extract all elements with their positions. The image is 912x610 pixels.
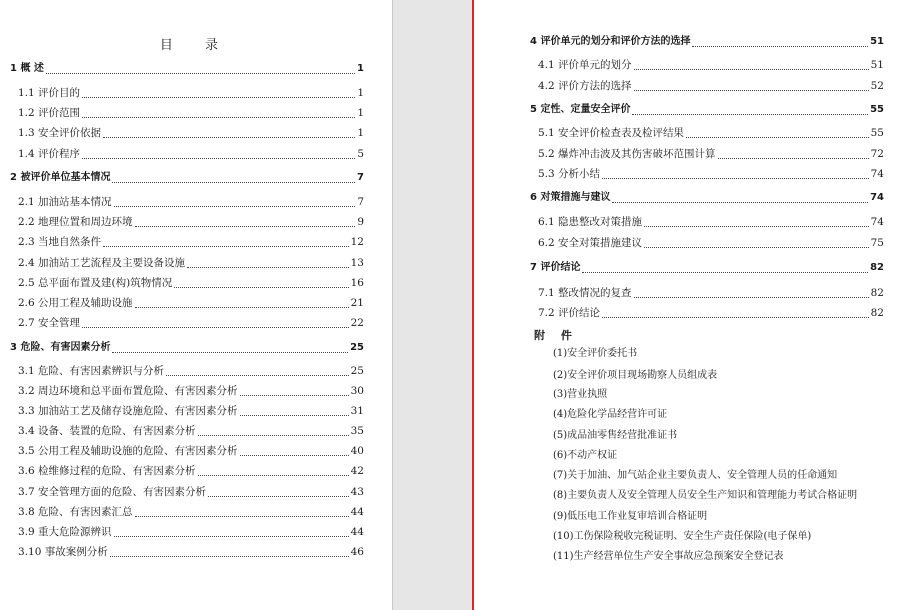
- toc-entry-label: 3.8 危险、有害因素汇总: [18, 506, 133, 518]
- toc-page-number: 35: [350, 425, 364, 437]
- toc-page-number: 7: [357, 172, 364, 183]
- toc-leader-dots: [634, 81, 869, 91]
- toc-page-number: 75: [870, 237, 884, 249]
- attachment-item[interactable]: (4)危险化学品经营许可证: [553, 409, 668, 420]
- toc-leader-dots: [187, 258, 349, 268]
- toc-section-entry[interactable]: [18, 147, 364, 161]
- toc-section-entry[interactable]: [18, 404, 364, 418]
- toc-leader-dots: [103, 237, 349, 247]
- toc-entry-label: 7 评价结论: [530, 262, 581, 273]
- toc-leader-dots: [692, 37, 868, 47]
- toc-page-number: 55: [870, 127, 884, 139]
- toc-entry-label: 7.2 评价结论: [538, 307, 601, 319]
- attachment-item[interactable]: (2)安全评价项目现场勘察人员组成表: [553, 370, 718, 381]
- toc-leader-dots: [112, 343, 348, 353]
- toc-chapter-entry[interactable]: [530, 261, 884, 275]
- toc-title: 目 录: [159, 38, 233, 53]
- toc-leader-dots: [718, 149, 869, 159]
- toc-section-entry[interactable]: [538, 167, 884, 181]
- toc-entry-label: 5 定性、定量安全评价: [530, 104, 631, 115]
- toc-entry-label: 3.6 检维修过程的危险、有害因素分析: [18, 465, 196, 477]
- attachment-item[interactable]: (8)主要负责人及安全管理人员安全生产知识和管理能力考试合格证明: [553, 490, 858, 501]
- toc-page-number: 82: [870, 307, 884, 319]
- toc-chapter-entry[interactable]: [530, 191, 884, 205]
- toc-leader-dots: [634, 60, 869, 70]
- toc-section-entry[interactable]: [538, 286, 884, 300]
- toc-page-number: 46: [350, 546, 364, 558]
- attachment-item[interactable]: (6)不动产权证: [553, 450, 618, 461]
- toc-entry-label: 2.3 当地自然条件: [18, 236, 102, 248]
- toc-section-entry[interactable]: [538, 58, 884, 72]
- toc-page-number: 1: [357, 127, 364, 139]
- toc-section-entry[interactable]: [18, 464, 364, 478]
- toc-page-number: 42: [350, 465, 364, 477]
- toc-entry-label: 2.7 安全管理: [18, 317, 81, 329]
- toc-leader-dots: [644, 238, 869, 248]
- attachment-item[interactable]: (1)安全评价委托书: [553, 348, 638, 359]
- toc-leader-dots: [634, 288, 869, 298]
- toc-section-entry[interactable]: [538, 306, 884, 320]
- toc-chapter-entry[interactable]: [10, 341, 364, 355]
- page-gutter: [392, 0, 475, 610]
- toc-page-number: 43: [350, 486, 364, 498]
- toc-page-number: 44: [350, 506, 364, 518]
- toc-entry-label: 2.5 总平面布置及建(构)筑物情况: [18, 277, 173, 289]
- toc-section-entry[interactable]: [18, 485, 364, 499]
- toc-page-number: 40: [350, 445, 364, 457]
- toc-chapter-entry[interactable]: [10, 62, 364, 76]
- toc-page-number: 7: [357, 196, 364, 208]
- toc-chapter-entry[interactable]: [10, 171, 364, 185]
- toc-page-number: 22: [350, 317, 364, 329]
- toc-section-entry[interactable]: [18, 525, 364, 539]
- toc-section-entry[interactable]: [538, 126, 884, 140]
- toc-entry-label: 3.4 设备、装置的危险、有害因素分析: [18, 425, 196, 437]
- toc-leader-dots: [240, 446, 349, 456]
- toc-page-number: 51: [870, 36, 884, 47]
- toc-leader-dots: [632, 105, 868, 115]
- toc-page-number: 21: [350, 297, 364, 309]
- toc-leader-dots: [644, 217, 869, 227]
- attachment-item[interactable]: (9)低压电工作业复审培训合格证明: [553, 511, 708, 522]
- toc-entry-label: 4.2 评价方法的选择: [538, 80, 632, 92]
- toc-entry-label: 5.3 分析小结: [538, 168, 601, 180]
- toc-page-number: 5: [357, 148, 364, 160]
- toc-leader-dots: [103, 128, 355, 138]
- toc-entry-label: 3.3 加油站工艺及储存设施危险、有害因素分析: [18, 405, 238, 417]
- toc-section-entry[interactable]: [18, 256, 364, 270]
- toc-page-number: 52: [870, 80, 884, 92]
- toc-page-number: 31: [350, 405, 364, 417]
- toc-leader-dots: [82, 88, 355, 98]
- toc-leader-dots: [112, 173, 355, 183]
- toc-section-entry[interactable]: [18, 126, 364, 140]
- toc-page-number: 51: [870, 59, 884, 71]
- toc-page-number: 9: [357, 216, 364, 228]
- toc-leader-dots: [46, 64, 355, 74]
- toc-entry-label: 1.2 评价范围: [18, 107, 81, 119]
- toc-leader-dots: [208, 487, 349, 497]
- toc-section-entry[interactable]: [538, 147, 884, 161]
- toc-entry-label: 7.1 整改情况的复查: [538, 287, 632, 299]
- left-page: [0, 0, 392, 610]
- toc-chapter-entry[interactable]: [530, 103, 884, 117]
- toc-page-number: 72: [870, 148, 884, 160]
- toc-entry-label: 1 概 述: [10, 63, 44, 74]
- toc-leader-dots: [114, 527, 349, 537]
- toc-entry-label: 2.6 公用工程及辅助设施: [18, 297, 133, 309]
- attachment-item[interactable]: (5)成品油零售经营批准证书: [553, 430, 678, 441]
- toc-entry-label: 3.10 事故案例分析: [18, 546, 108, 558]
- toc-leader-dots: [240, 386, 349, 396]
- toc-section-entry[interactable]: [18, 276, 364, 290]
- toc-leader-dots: [110, 547, 349, 557]
- toc-leader-dots: [82, 108, 355, 118]
- toc-page-number: 1: [357, 63, 364, 74]
- toc-leader-dots: [174, 278, 348, 288]
- toc-entry-label: 6 对策措施与建议: [530, 192, 611, 203]
- toc-section-entry[interactable]: [538, 215, 884, 229]
- toc-page-number: 1: [357, 107, 364, 119]
- toc-leader-dots: [135, 507, 349, 517]
- toc-entry-label: 2.4 加油站工艺流程及主要设备设施: [18, 257, 186, 269]
- toc-page-number: 30: [350, 385, 364, 397]
- toc-entry-label: 3.9 重大危险源辨识: [18, 526, 112, 538]
- toc-entry-label: 3 危险、有害因素分析: [10, 342, 111, 353]
- toc-leader-dots: [135, 217, 356, 227]
- toc-page-number: 82: [870, 262, 884, 273]
- toc-section-entry[interactable]: [18, 215, 364, 229]
- toc-page-number: 12: [350, 236, 364, 248]
- attachment-item[interactable]: (10)工伤保险税收完税证明、安全生产责任保险(电子保单): [553, 531, 812, 542]
- toc-section-entry[interactable]: [18, 424, 364, 438]
- toc-entry-label: 2 被评价单位基本情况: [10, 172, 111, 183]
- toc-page-number: 1: [357, 87, 364, 99]
- toc-leader-dots: [602, 169, 869, 179]
- toc-section-entry[interactable]: [18, 545, 364, 559]
- toc-page-number: 25: [350, 342, 364, 353]
- toc-leader-dots: [612, 193, 868, 203]
- toc-entry-label: 1.4 评价程序: [18, 148, 81, 160]
- toc-entry-label: 4 评价单元的划分和评价方法的选择: [530, 36, 691, 47]
- toc-leader-dots: [135, 298, 349, 308]
- toc-entry-label: 6.1 隐患整改对策措施: [538, 216, 643, 228]
- toc-entry-label: 2.1 加油站基本情况: [18, 196, 112, 208]
- toc-entry-label: 3.7 安全管理方面的危险、有害因素分析: [18, 486, 207, 498]
- toc-section-entry[interactable]: [18, 296, 364, 310]
- toc-leader-dots: [82, 318, 349, 328]
- attachment-item[interactable]: (7)关于加油、加气站企业主要负责人、安全管理人员的任命通知: [553, 470, 838, 481]
- toc-leader-dots: [114, 197, 356, 207]
- toc-section-entry[interactable]: [538, 236, 884, 250]
- toc-page-number: 44: [350, 526, 364, 538]
- toc-page-number: 16: [350, 277, 364, 289]
- toc-leader-dots: [240, 406, 349, 416]
- toc-entry-label: 5.1 安全评价检查表及检评结果: [538, 127, 685, 139]
- toc-section-entry[interactable]: [18, 195, 364, 209]
- toc-chapter-entry[interactable]: [530, 35, 884, 49]
- toc-section-entry[interactable]: [18, 316, 364, 330]
- toc-leader-dots: [602, 308, 869, 318]
- toc-page-number: 25: [350, 365, 364, 377]
- toc-entry-label: 3.2 周边环境和总平面布置危险、有害因素分析: [18, 385, 238, 397]
- toc-leader-dots: [198, 466, 349, 476]
- attachments-heading: 附 件: [534, 329, 578, 342]
- attachment-item[interactable]: (11)生产经营单位生产安全事故应急预案安全登记表: [553, 551, 784, 562]
- toc-section-entry[interactable]: [538, 79, 884, 93]
- toc-entry-label: 2.2 地理位置和周边环境: [18, 216, 133, 228]
- toc-leader-dots: [198, 426, 349, 436]
- toc-page-number: 82: [870, 287, 884, 299]
- toc-entry-label: 5.2 爆炸冲击波及其伤害破坏范围计算: [538, 148, 716, 160]
- toc-entry-label: 1.1 评价目的: [18, 87, 81, 99]
- toc-section-entry[interactable]: [18, 444, 364, 458]
- toc-entry-label: 6.2 安全对策措施建议: [538, 237, 643, 249]
- toc-section-entry[interactable]: [18, 364, 364, 378]
- toc-section-entry[interactable]: [18, 106, 364, 120]
- toc-section-entry[interactable]: [18, 86, 364, 100]
- toc-page-number: 74: [870, 168, 884, 180]
- toc-page-number: 74: [870, 192, 884, 203]
- toc-leader-dots: [82, 149, 355, 159]
- toc-page-number: 13: [350, 257, 364, 269]
- toc-section-entry[interactable]: [18, 384, 364, 398]
- toc-entry-label: 3.5 公用工程及辅助设施的危险、有害因素分析: [18, 445, 238, 457]
- toc-leader-dots: [582, 263, 868, 273]
- toc-leader-dots: [166, 366, 349, 376]
- toc-page-number: 74: [870, 216, 884, 228]
- toc-entry-label: 4.1 评价单元的划分: [538, 59, 632, 71]
- toc-page-number: 55: [870, 104, 884, 115]
- toc-section-entry[interactable]: [18, 235, 364, 249]
- toc-section-entry[interactable]: [18, 505, 364, 519]
- toc-entry-label: 3.1 危险、有害因素辨识与分析: [18, 365, 165, 377]
- attachment-item[interactable]: (3)营业执照: [553, 389, 608, 400]
- toc-entry-label: 1.3 安全评价依据: [18, 127, 102, 139]
- toc-leader-dots: [686, 128, 869, 138]
